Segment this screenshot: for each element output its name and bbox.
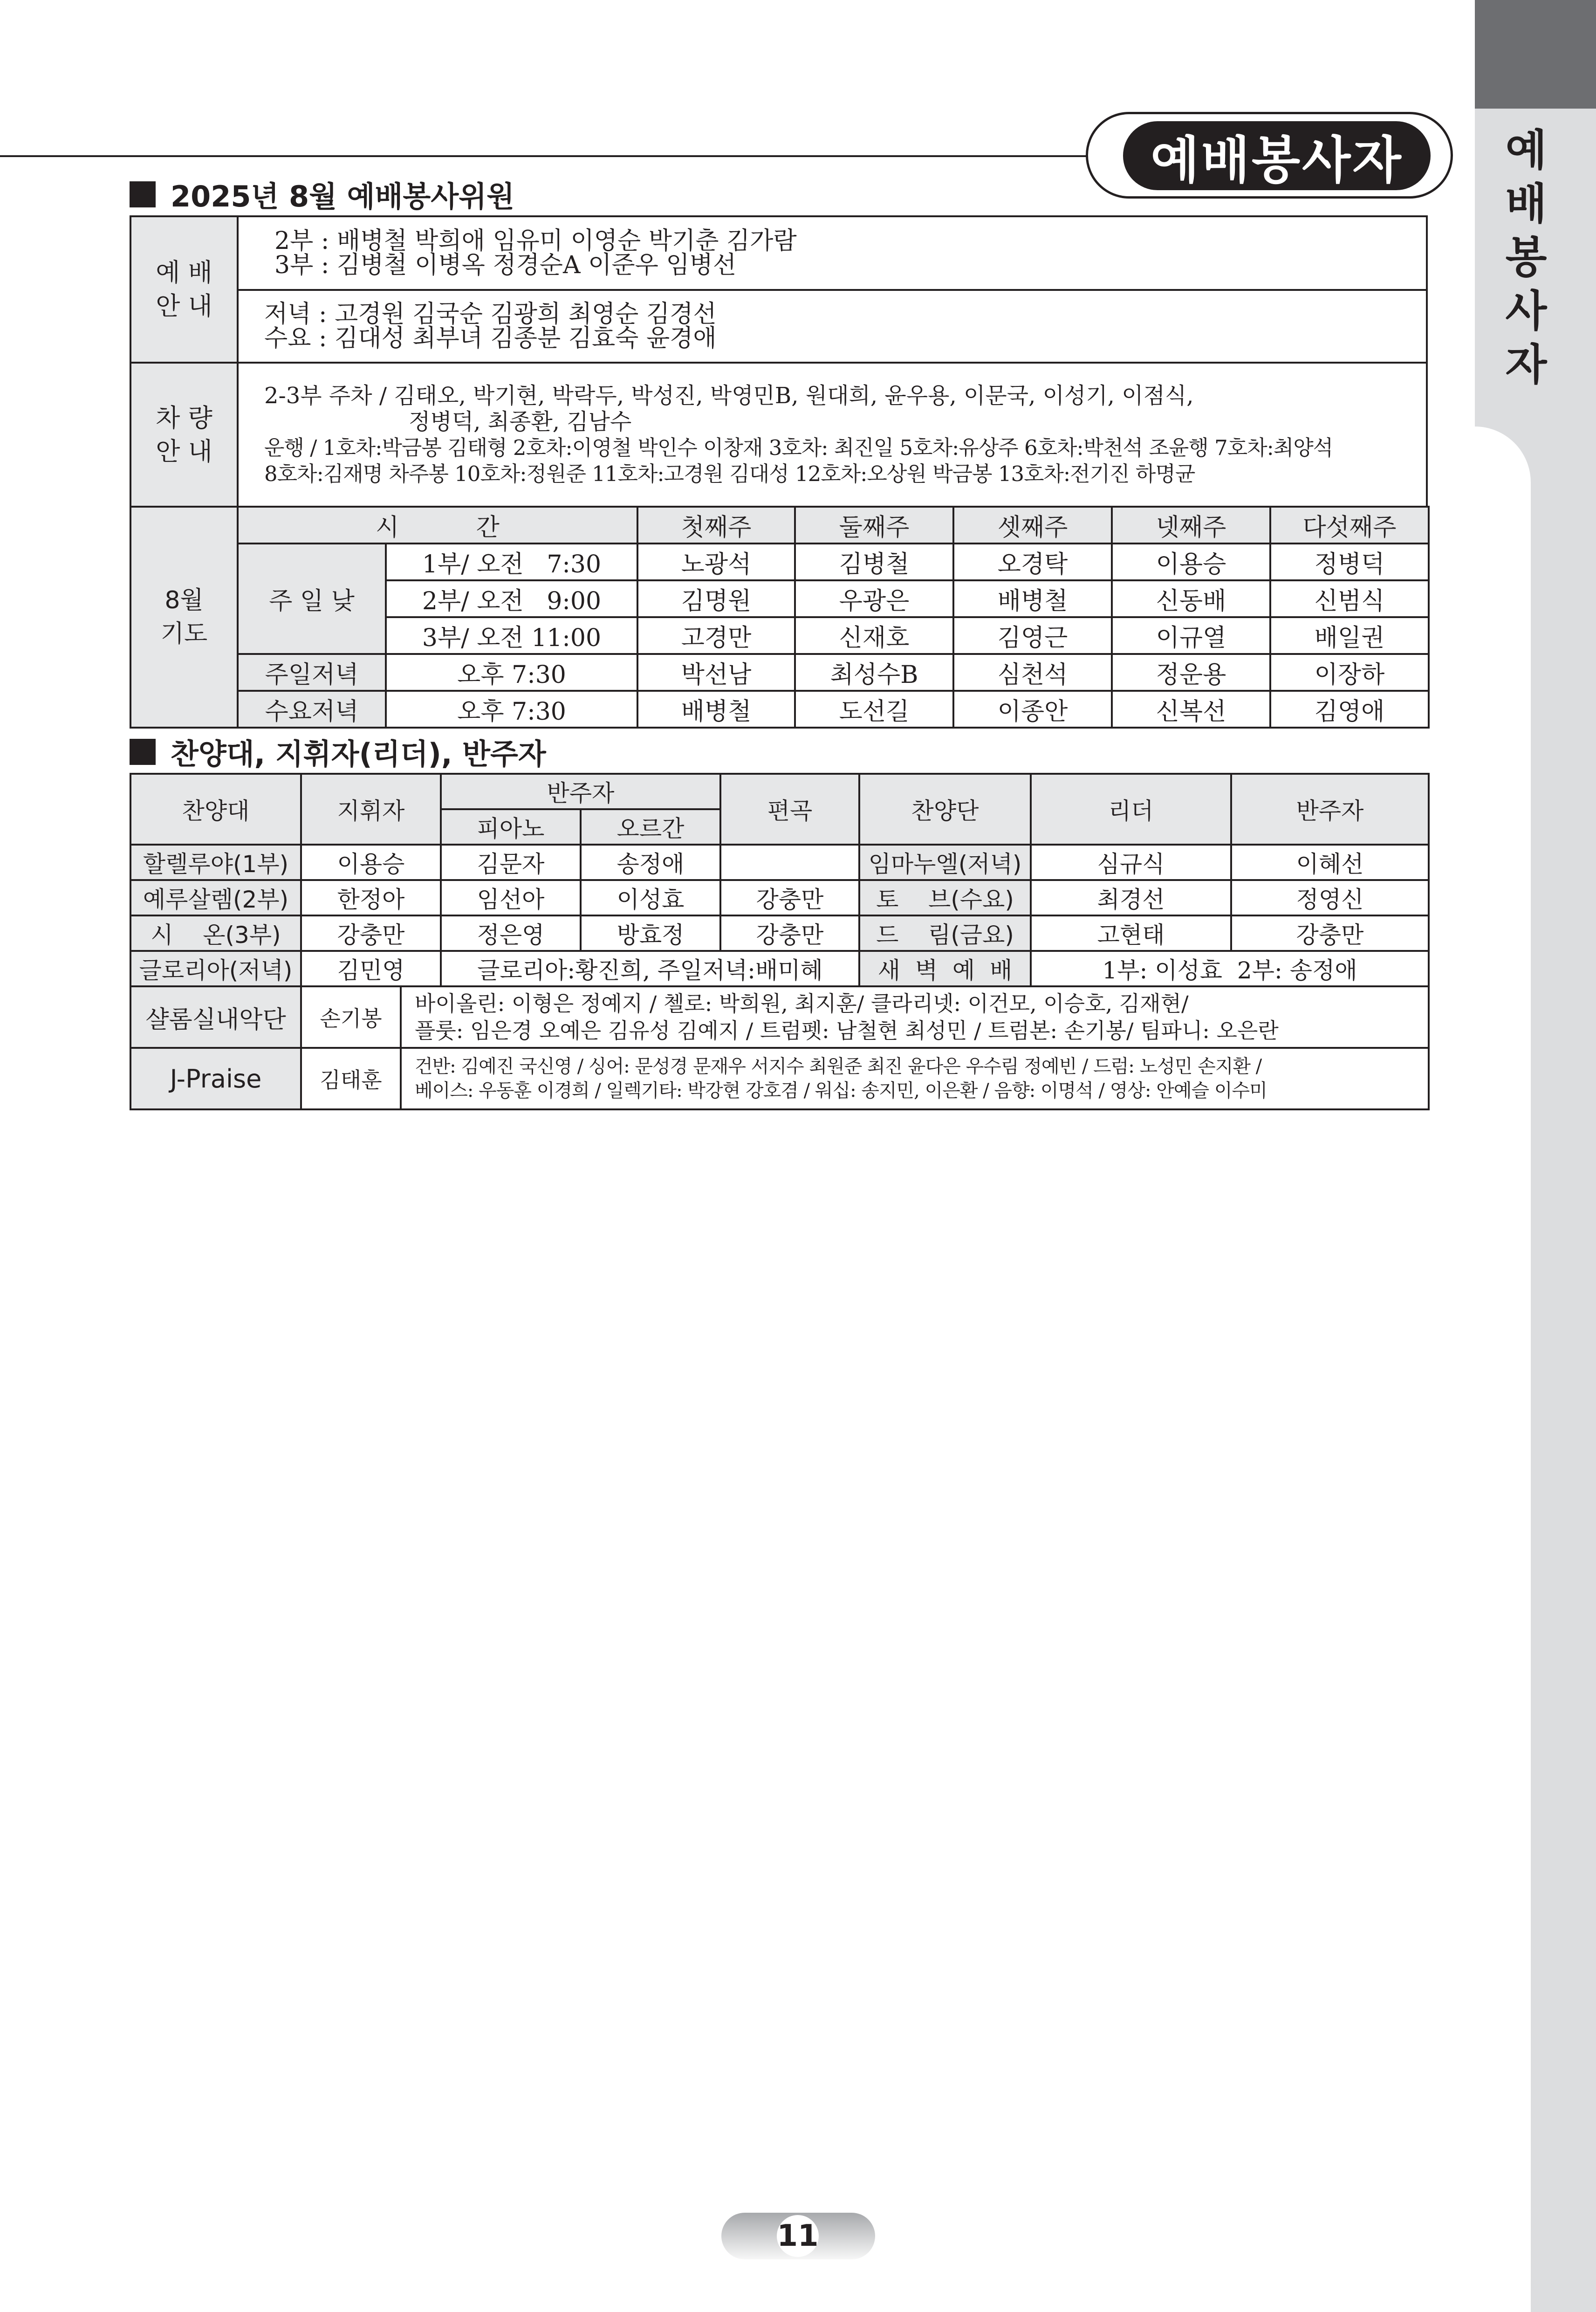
header-choir: 찬양대 <box>130 774 301 845</box>
name-cell: 고경만 <box>637 617 795 654</box>
orchestra-row <box>130 986 1429 1048</box>
side-tab-char: 배 <box>1505 179 1547 229</box>
page-badge-title: 예배봉사자 <box>1123 121 1431 190</box>
choir-name: 예루살렘(2부) <box>130 880 301 915</box>
organ-cell: 방효정 <box>581 915 720 951</box>
team-accompanist-cell: 이혜선 <box>1231 845 1429 880</box>
name-cell: 최성수B <box>795 654 953 691</box>
sunday-day-label: 주 일 낮 <box>238 544 386 654</box>
piano-cell: 김문자 <box>441 845 581 880</box>
name-cell: 신범식 <box>1270 580 1429 617</box>
section-heading-choirs <box>130 731 546 772</box>
organ-cell: 송정애 <box>581 845 720 880</box>
week-header: 둘째주 <box>795 507 953 544</box>
week-header: 넷째주 <box>1112 507 1270 544</box>
name-cell: 김영애 <box>1270 691 1429 728</box>
orchestra-line-1: 바이올린: 이형은 정예지 / 첼로: 박희원, 최지훈/ 클라리넷: 이건모, 이승호, 김재현/ <box>415 991 1189 1016</box>
jpraise-row <box>130 1048 1429 1109</box>
square-bullet-icon <box>130 739 156 765</box>
choir-row-gloria <box>130 951 1429 986</box>
jpraise-name: J-Praise <box>130 1048 301 1109</box>
page-number: 11 <box>777 2215 819 2257</box>
header-accompanist: 반주자 <box>441 774 720 809</box>
leader-cell: 심규식 <box>1031 845 1231 880</box>
arrangement-cell: 강충만 <box>720 880 859 915</box>
leader-cell: 고현태 <box>1031 915 1231 951</box>
name-cell: 심천석 <box>953 654 1112 691</box>
side-tab-char: 예 <box>1505 125 1547 175</box>
group-label: 주일저녁 <box>238 654 386 691</box>
gloria-accompanists: 글로리아:황진희, 주일저녁:배미혜 <box>441 951 859 986</box>
name-cell: 김명원 <box>637 580 795 617</box>
choir-row <box>130 915 1429 951</box>
jpraise-members <box>402 1049 1428 1108</box>
arrangement-cell: 강충만 <box>720 915 859 951</box>
name-cell: 오경탁 <box>953 544 1112 580</box>
choir-row <box>130 880 1429 915</box>
vehicle-guide-label <box>130 363 238 507</box>
prayer-row <box>130 544 1429 580</box>
header-conductor: 지휘자 <box>301 774 441 845</box>
leader-cell: 최경선 <box>1031 880 1231 915</box>
orchestra-conductor: 손기봉 <box>302 987 402 1047</box>
arrangement-cell <box>720 845 859 880</box>
dawn-accompanists: 1부: 이성효 2부: 송정애 <box>1031 951 1429 986</box>
name-cell: 김영근 <box>953 617 1112 654</box>
side-tab-label <box>1486 124 1566 392</box>
conductor-cell: 강충만 <box>301 915 441 951</box>
header-arrangement: 편곡 <box>720 774 859 845</box>
worship-services-cell <box>238 216 1427 290</box>
team-name: 새 벽 예 배 <box>859 951 1031 986</box>
header-rule <box>0 155 1090 157</box>
orchestra-detail <box>301 986 1429 1048</box>
side-tab-char: 자 <box>1505 340 1547 390</box>
name-cell: 이규열 <box>1112 617 1270 654</box>
header-leader: 리더 <box>1031 774 1231 845</box>
label-line: 차 량 <box>156 403 212 433</box>
operation-line-2: 8호차:김재명 차주봉 10호차:정원준 11호차:고경원 김대성 12호차:오상원 박금봉 13호차:전기진 하명균 <box>264 461 1195 486</box>
jpraise-line-2: 베이스: 우동훈 이경희 / 일렉기타: 박강현 강호겸 / 워십: 송지민, 이은환 / 음향: 이명석 / 영상: 안예슬 이수미 <box>415 1080 1267 1101</box>
header-organ: 오르간 <box>581 809 720 845</box>
team-accompanist-cell: 강충만 <box>1231 915 1429 951</box>
orchestra-members <box>402 987 1428 1047</box>
prayer-label <box>130 507 238 728</box>
worship-guide-label <box>130 216 238 363</box>
name-cell: 신동배 <box>1112 580 1270 617</box>
name-cell: 배병철 <box>953 580 1112 617</box>
label-line: 8월 <box>164 586 204 614</box>
week-header: 다섯째주 <box>1270 507 1429 544</box>
name-cell: 신재호 <box>795 617 953 654</box>
section-title: 2025년 8월 예배봉사위원 <box>171 179 515 213</box>
jpraise-line-1: 건반: 김예진 국신영 / 싱어: 문성경 문재우 서지수 최원준 최진 윤다은 우수림 정예빈 / 드럼: 노성민 손지환 / <box>415 1056 1262 1077</box>
name-cell: 박선남 <box>637 654 795 691</box>
side-tab-char: 봉 <box>1505 233 1547 282</box>
time-cell: 2부/ 오전 9:00 <box>386 580 637 617</box>
choir-row <box>130 845 1429 880</box>
time-cell: 오후 7:30 <box>386 691 637 728</box>
service-2-line: 2부 : 배병철 박희애 임유미 이영순 박기춘 김가람 <box>274 227 797 255</box>
parking-line-2: 정병덕, 최종환, 김남수 <box>409 409 632 435</box>
name-cell: 이장하 <box>1270 654 1429 691</box>
operation-line-1: 운행 / 1호차:박금봉 김태형 2호차:이영철 박인수 이창재 3호차: 최진일 5호차:유상주 6호차:박천석 조윤행 7호차:최양석 <box>264 435 1333 460</box>
name-cell: 정병덕 <box>1270 544 1429 580</box>
evening-line: 저녁 : 고경원 김국순 김광희 최영순 김경선 <box>264 300 717 328</box>
side-tab-cutout <box>1475 427 1531 2312</box>
name-cell: 이종안 <box>953 691 1112 728</box>
vehicle-guide-cell <box>238 363 1427 507</box>
organ-cell: 이성효 <box>581 880 720 915</box>
jpraise-detail <box>301 1048 1429 1109</box>
parking-line-1: 2-3부 주차 / 김태오, 박기현, 박락두, 박성진, 박영민B, 원대희, 윤우용, 이문국, 이성기, 이점식, <box>264 383 1194 409</box>
jpraise-conductor: 김태훈 <box>302 1049 402 1108</box>
name-cell: 배일권 <box>1270 617 1429 654</box>
service-3-line: 3부 : 김병철 이병옥 정경순A 이준우 임병선 <box>274 251 737 279</box>
time-header: 시 간 <box>238 507 637 544</box>
team-accompanist-cell: 정영신 <box>1231 880 1429 915</box>
time-cell: 1부/ 오전 7:30 <box>386 544 637 580</box>
label-line: 안 내 <box>156 437 212 466</box>
conductor-cell: 한정아 <box>301 880 441 915</box>
choir-table <box>130 773 1430 1110</box>
label-line: 기도 <box>160 620 208 648</box>
evening-services-cell <box>238 290 1427 363</box>
piano-cell: 정은영 <box>441 915 581 951</box>
name-cell: 김병철 <box>795 544 953 580</box>
header-praise-team: 찬양단 <box>859 774 1031 845</box>
name-cell: 우광은 <box>795 580 953 617</box>
name-cell: 노광석 <box>637 544 795 580</box>
prayer-row <box>130 654 1429 691</box>
section-title: 찬양대, 지휘자(리더), 반주자 <box>171 737 546 771</box>
side-tab-top-band <box>1475 0 1596 109</box>
piano-cell: 임선아 <box>441 880 581 915</box>
header-piano: 피아노 <box>441 809 581 845</box>
conductor-cell: 이용승 <box>301 845 441 880</box>
square-bullet-icon <box>130 181 156 207</box>
name-cell: 정운용 <box>1112 654 1270 691</box>
label-line: 예 배 <box>156 258 212 287</box>
orchestra-name: 샬롬실내악단 <box>130 986 301 1048</box>
choir-name: 할렐루야(1부) <box>130 845 301 880</box>
prayer-table <box>130 506 1430 729</box>
label-line: 안 내 <box>156 291 212 321</box>
name-cell: 도선길 <box>795 691 953 728</box>
name-cell: 배병철 <box>637 691 795 728</box>
team-name: 임마누엘(저녁) <box>859 845 1031 880</box>
name-cell: 이용승 <box>1112 544 1270 580</box>
choir-name: 시 온(3부) <box>130 915 301 951</box>
name-cell: 신복선 <box>1112 691 1270 728</box>
choir-name: 글로리아(저녁) <box>130 951 301 986</box>
time-cell: 오후 7:30 <box>386 654 637 691</box>
week-header: 셋째주 <box>953 507 1112 544</box>
conductor-cell: 김민영 <box>301 951 441 986</box>
prayer-row <box>130 691 1429 728</box>
servants-table <box>130 215 1428 508</box>
orchestra-line-2: 플룻: 임은경 오예은 김유성 김예지 / 트럼펫: 남철현 최성민 / 트럼본: 손기봉/ 팀파니: 오은란 <box>415 1018 1279 1043</box>
week-header: 첫째주 <box>637 507 795 544</box>
time-cell: 3부/ 오전 11:00 <box>386 617 637 654</box>
side-tab-char: 사 <box>1505 286 1547 336</box>
wednesday-line: 수요 : 김대성 최부녀 김종분 김효숙 윤경애 <box>264 324 717 352</box>
group-label: 수요저녁 <box>238 691 386 728</box>
header-accompanist-2: 반주자 <box>1231 774 1429 845</box>
section-heading-servants <box>130 173 514 215</box>
team-name: 토 브(수요) <box>859 880 1031 915</box>
team-name: 드 림(금요) <box>859 915 1031 951</box>
